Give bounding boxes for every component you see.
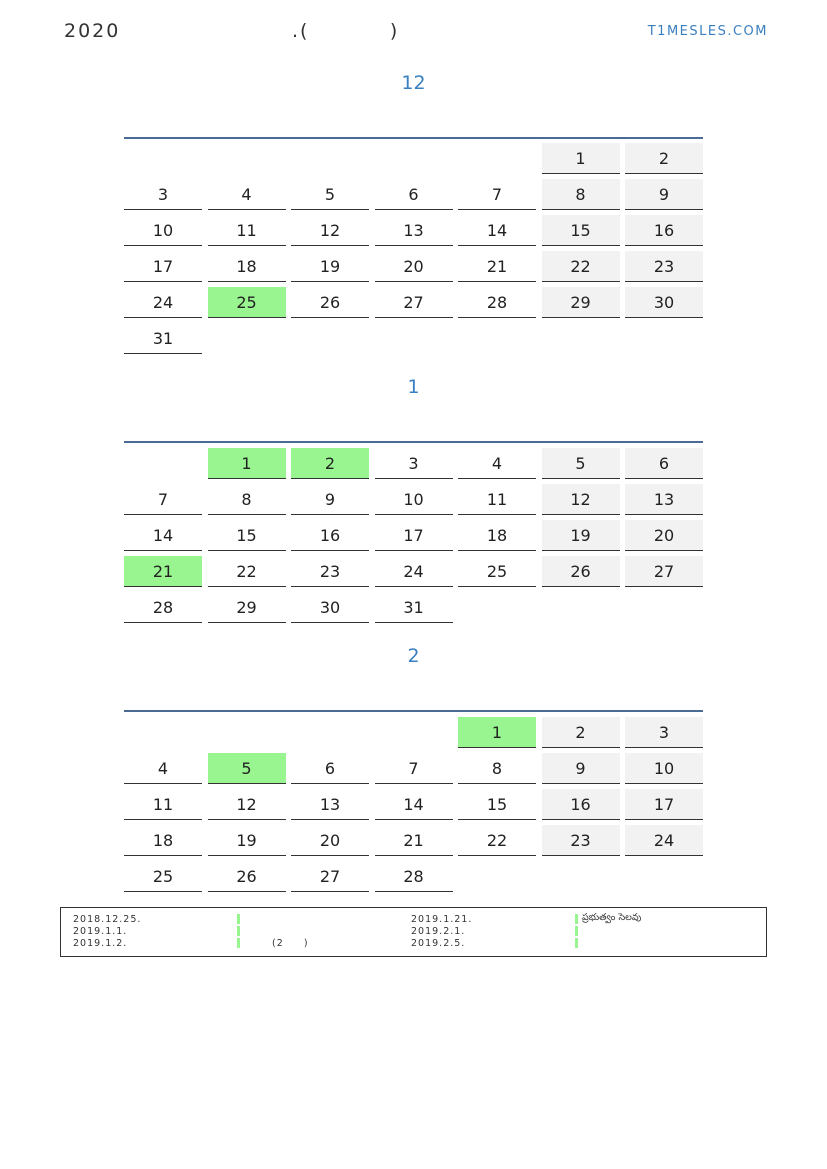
day-cell: 6 [625,448,703,479]
day-cell: 18 [208,251,286,282]
day-cell: 30 [625,287,703,318]
day-cell: 19 [291,251,369,282]
holiday-day-cell: 25 [208,287,286,318]
holiday-day-cell: 5 [208,753,286,784]
day-cell: 31 [375,592,453,623]
month-rule [124,710,703,712]
day-cell: 13 [291,789,369,820]
legend-date: 2019.1.1. [73,926,128,937]
legend-date: 2019.2.1. [411,926,466,937]
day-cell: 1 [542,143,620,174]
day-cell: 15 [208,520,286,551]
day-cell: 27 [625,556,703,587]
day-cell: 30 [291,592,369,623]
day-cell: 22 [458,825,536,856]
day-cell: 20 [291,825,369,856]
year-label: 2020 [64,20,121,42]
day-cell: 21 [458,251,536,282]
day-cell: 8 [458,753,536,784]
day-cell: 14 [458,215,536,246]
day-cell: 29 [542,287,620,318]
day-cell: 4 [208,179,286,210]
day-cell: 21 [375,825,453,856]
holiday-legend [60,907,767,957]
day-cell: 25 [124,861,202,892]
day-cell: 16 [625,215,703,246]
legend-bar [575,926,578,936]
day-cell: 12 [542,484,620,515]
day-cell: 6 [291,753,369,784]
day-cell: 23 [625,251,703,282]
site-link[interactable]: T1MESLES.COM [647,24,768,39]
day-cell: 19 [208,825,286,856]
day-cell: 17 [625,789,703,820]
day-cell: 28 [458,287,536,318]
page-header [64,20,768,46]
month-title: 2 [407,645,420,667]
day-cell: 17 [375,520,453,551]
day-cell: 10 [124,215,202,246]
legend-date: 2019.1.21. [411,914,473,925]
day-cell: 9 [542,753,620,784]
day-cell: 19 [542,520,620,551]
legend-bar [237,938,240,948]
legend-bar [237,914,240,924]
day-cell: 29 [208,592,286,623]
month-title: 12 [401,72,426,94]
day-cell: 28 [375,861,453,892]
day-cell: 16 [291,520,369,551]
legend-note: ప్రభుత్వం సెలవు [582,912,642,923]
day-cell: 11 [458,484,536,515]
day-cell: 26 [542,556,620,587]
day-cell: 2 [625,143,703,174]
day-cell: 7 [375,753,453,784]
day-cell: 2 [542,717,620,748]
day-cell: 9 [625,179,703,210]
legend-date: 2018.12.25. [73,914,142,925]
day-cell: 14 [124,520,202,551]
day-cell: 18 [458,520,536,551]
day-cell: 20 [375,251,453,282]
day-cell: 5 [291,179,369,210]
day-cell: 7 [124,484,202,515]
day-cell: 14 [375,789,453,820]
month-rule [124,441,703,443]
day-cell: 28 [124,592,202,623]
page-subtitle: .( ) [292,20,400,42]
day-cell: 15 [458,789,536,820]
day-cell: 15 [542,215,620,246]
day-cell: 20 [625,520,703,551]
day-cell: 3 [375,448,453,479]
day-cell: 4 [124,753,202,784]
day-cell: 23 [542,825,620,856]
holiday-day-cell: 21 [124,556,202,587]
day-cell: 8 [208,484,286,515]
day-cell: 6 [375,179,453,210]
day-cell: 27 [375,287,453,318]
day-cell: 4 [458,448,536,479]
legend-note: (2 ) [272,938,309,949]
day-cell: 22 [542,251,620,282]
holiday-day-cell: 1 [208,448,286,479]
holiday-day-cell: 1 [458,717,536,748]
day-cell: 12 [291,215,369,246]
day-cell: 16 [542,789,620,820]
legend-bar [237,926,240,936]
day-cell: 24 [625,825,703,856]
month-rule [124,137,703,139]
day-cell: 5 [542,448,620,479]
month-title: 1 [407,376,420,398]
day-cell: 26 [291,287,369,318]
day-cell: 26 [208,861,286,892]
day-cell: 27 [291,861,369,892]
day-cell: 13 [625,484,703,515]
day-cell: 3 [124,179,202,210]
day-cell: 10 [625,753,703,784]
day-cell: 24 [124,287,202,318]
day-cell: 25 [458,556,536,587]
day-cell: 7 [458,179,536,210]
day-cell: 10 [375,484,453,515]
day-cell: 22 [208,556,286,587]
holiday-day-cell: 2 [291,448,369,479]
legend-date: 2019.2.5. [411,938,466,949]
day-cell: 11 [208,215,286,246]
day-cell: 13 [375,215,453,246]
day-cell: 11 [124,789,202,820]
day-cell: 24 [375,556,453,587]
day-cell: 18 [124,825,202,856]
legend-bar [575,914,578,924]
day-cell: 12 [208,789,286,820]
legend-date: 2019.1.2. [73,938,128,949]
day-cell: 3 [625,717,703,748]
day-cell: 8 [542,179,620,210]
day-cell: 31 [124,323,202,354]
legend-bar [575,938,578,948]
day-cell: 23 [291,556,369,587]
day-cell: 9 [291,484,369,515]
day-cell: 17 [124,251,202,282]
